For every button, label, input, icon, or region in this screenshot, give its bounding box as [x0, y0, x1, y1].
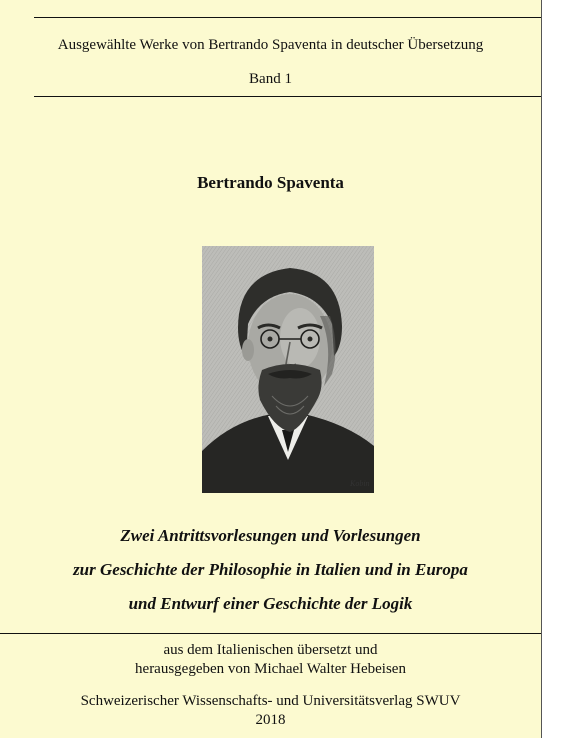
series-rule	[34, 96, 541, 97]
author-name: Bertrando Spaventa	[197, 173, 344, 192]
portrait-signature: Kobin	[350, 479, 370, 488]
title-line-3: und Entwurf einer Geschichte der Logik	[128, 594, 413, 613]
top-rule	[34, 17, 541, 18]
volume-number: Band 1	[249, 71, 292, 87]
publication-year: 2018	[255, 712, 286, 728]
portrait-engraving	[202, 246, 374, 493]
title-line-2: zur Geschichte der Philosophie in Italien und in Europa	[73, 560, 468, 579]
author-portrait	[202, 246, 374, 493]
editor-credit: herausgegeben von Michael Walter Hebeisen	[135, 661, 406, 677]
cover-edge	[541, 0, 542, 738]
bottom-rule	[0, 633, 541, 634]
translation-credit: aus dem Italienischen übersetzt und	[163, 642, 378, 658]
series-title: Ausgewählte Werke von Bertrando Spaventa in deutscher Übersetzung	[57, 37, 484, 53]
publisher-name: Schweizerischer Wissenschafts- und Universitätsverlag SWUV	[80, 693, 461, 709]
title-line-1: Zwei Antrittsvorlesungen und Vorlesungen	[120, 526, 421, 545]
